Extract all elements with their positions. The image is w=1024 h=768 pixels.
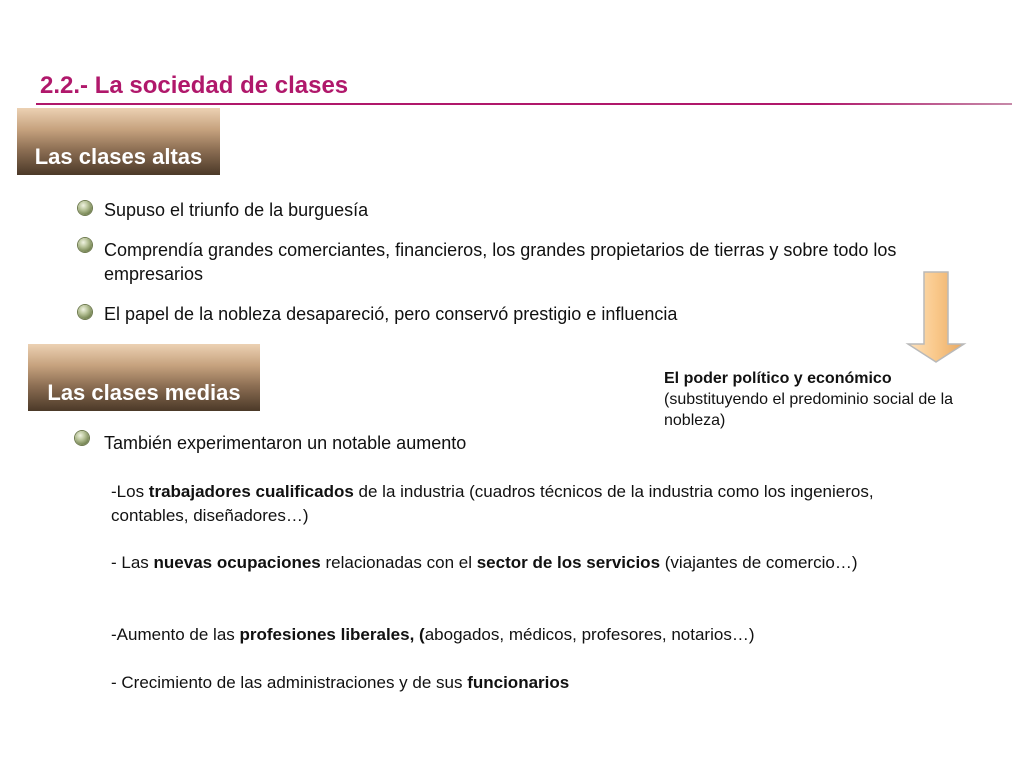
note-bold: El poder político y económico	[664, 370, 892, 387]
bullet-icon	[78, 201, 92, 215]
sub-item-text: relacionadas con el	[320, 553, 477, 572]
title-underline	[36, 103, 1012, 105]
down-arrow-icon	[904, 270, 968, 366]
sub-item-text: - Las	[111, 553, 154, 572]
sub-item-text: -Aumento de las	[111, 625, 240, 644]
sub-item-bold: profesiones liberales, (	[239, 625, 425, 644]
sub-item	[111, 480, 931, 528]
sub-item-bold: sector de los servicios	[476, 553, 661, 572]
sub-item	[111, 551, 931, 575]
list-item: También experimentaron un notable aumento	[104, 433, 467, 453]
section-heading-label: Las clases medias	[47, 380, 241, 405]
list-item: El papel de la nobleza desapareció, pero conservó prestigio e influencia	[104, 304, 678, 324]
bullet-icon	[75, 431, 89, 445]
note-rest: (substituyendo el predominio social de la nobleza)	[664, 391, 954, 429]
section-heading-clases-altas	[17, 108, 220, 175]
list-item: Comprendía grandes comerciantes, financieros, los grandes propietarios de tierras y sobre todo los empresarios	[104, 240, 897, 284]
sub-item-text: -Los	[111, 482, 149, 501]
note-text	[664, 368, 1014, 431]
sub-item-text: (viajantes de comercio…)	[660, 553, 858, 572]
sub-item	[111, 671, 931, 695]
section-heading-label: Las clases altas	[34, 144, 203, 169]
sub-item-bold: trabajadores cualificados	[148, 482, 354, 501]
sub-item-bold: funcionarios	[467, 673, 570, 692]
sub-item	[111, 623, 931, 647]
bullet-icon	[78, 238, 92, 252]
sub-item-text: abogados, médicos, profesores, notarios…)	[424, 625, 755, 644]
page-title: 2.2.- La sociedad de clases	[40, 72, 349, 99]
list-item: Supuso el triunfo de la burguesía	[104, 200, 369, 220]
sub-item-text: de la industria (cuadros técnicos de la industria como los ingenieros, contables, diseñadores…)	[111, 482, 874, 525]
sub-item-text: - Crecimiento de las administraciones y de sus	[111, 673, 468, 692]
bullet-icon	[78, 305, 92, 319]
sub-item-bold: nuevas ocupaciones	[153, 553, 321, 572]
section-heading-clases-medias	[28, 344, 260, 411]
